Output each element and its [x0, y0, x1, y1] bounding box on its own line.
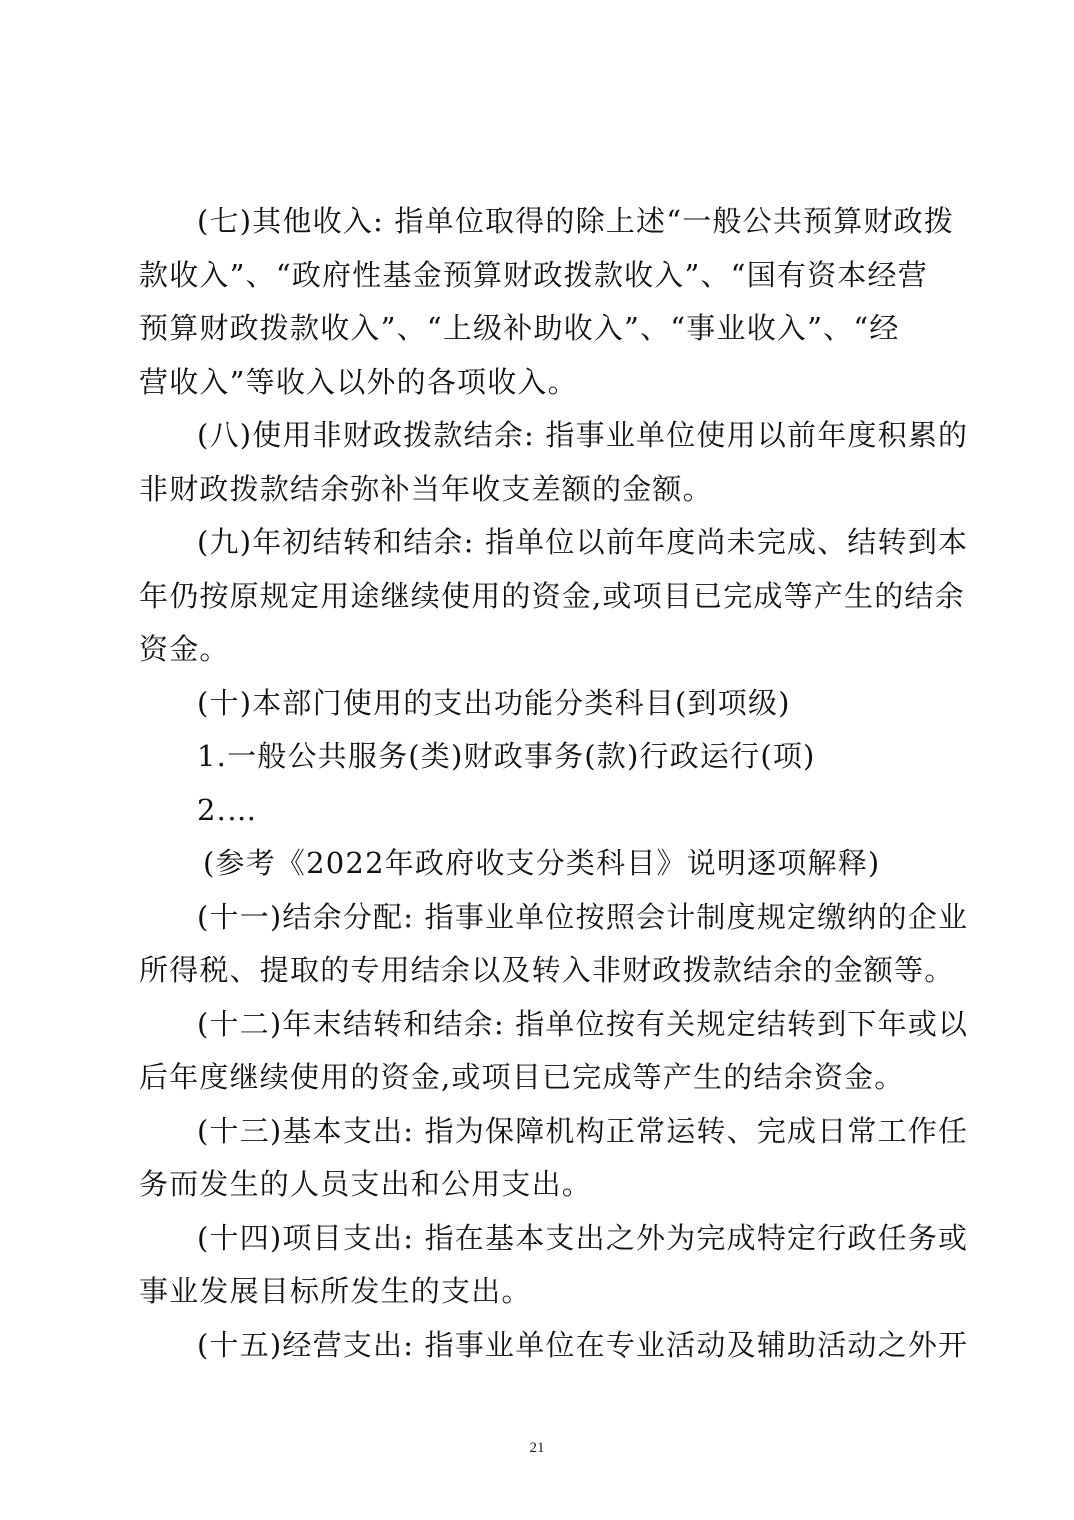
page-number: 21 — [529, 1440, 545, 1456]
text-line: 营收入”等收入以外的各项收入。 — [139, 364, 578, 399]
text-line: 非财政拨款结余弥补当年收支差额的金额。 — [139, 471, 713, 506]
text-line: (十二)年末结转和结余: 指单位按有关规定结转到下年或以 — [197, 1006, 969, 1041]
text-line: (十四)项目支出: 指在基本支出之外为完成特定行政任务或 — [197, 1220, 969, 1255]
text-line: (十五)经营支出: 指事业单位在专业活动及辅助活动之外开 — [197, 1327, 969, 1362]
text-line: 2.… — [197, 792, 258, 827]
text-line: 事业发展目标所发生的支出。 — [139, 1274, 532, 1308]
text-line: 年仍按原规定用途继续使用的资金,或项目已完成等产生的结余 — [139, 578, 965, 613]
reference-note: (参考《2022年政府收支分类科目》说明逐项解释) — [203, 846, 881, 880]
text-line: (七)其他收入: 指单位取得的除上述“一般公共预算财政拨 — [197, 204, 955, 238]
text-line: 款收入”、“政府性基金预算财政拨款收入”、“国有资本经营 — [139, 257, 928, 292]
text-line: (九)年初结转和结余: 指单位以前年度尚未完成、结转到本 — [197, 525, 969, 559]
text-line: (八)使用非财政拨款结余: 指事业单位使用以前年度积累的 — [197, 418, 969, 452]
text-line: (十三)基本支出: 指为保障机构正常运转、完成日常工作任 — [197, 1113, 969, 1148]
text-line: 后年度继续使用的资金,或项目已完成等产生的结余资金。 — [139, 1060, 905, 1094]
text-line: 所得税、提取的专用结余以及转入非财政拨款结余的金额等。 — [139, 953, 955, 987]
text-line: (十)本部门使用的支出功能分类科目(到项级) — [197, 685, 791, 720]
text-line: 务而发生的人员支出和公用支出。 — [139, 1167, 593, 1201]
text-line: 资金。 — [139, 632, 230, 666]
text-line: 1.一般公共服务(类)财政事务(款)行政运行(项) — [197, 739, 816, 773]
text-line: 预算财政拨款收入”、“上级补助收入”、“事业收入”、“经 — [139, 311, 900, 345]
body-text — [139, 195, 969, 1372]
text-line: (十一)结余分配: 指事业单位按照会计制度规定缴纳的企业 — [197, 899, 969, 934]
